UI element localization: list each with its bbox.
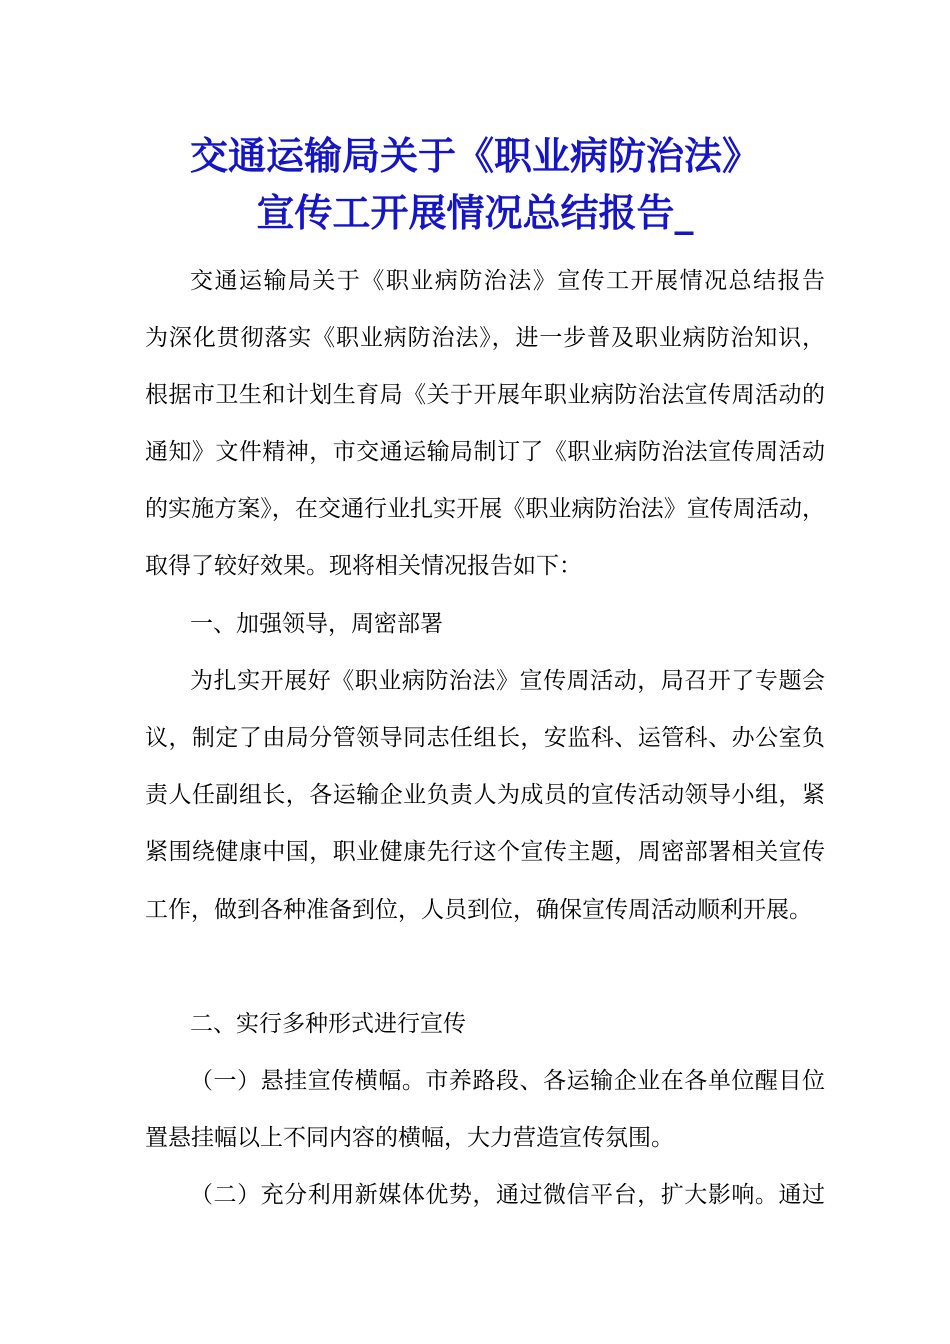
section-heading: 二、实行多种形式进行宣传 — [190, 1011, 466, 1037]
body-line: 工作，做到各种准备到位，人员到位，确保宣传周活动顺利开展。 — [145, 897, 812, 923]
body-line: 根据市卫生和计划生育局《关于开展年职业病防治法宣传周活动的 — [145, 382, 825, 408]
body-line: 议，制定了由局分管领导同志任组长，安监科、运管科、办公室负 — [145, 725, 825, 751]
body-line: 交通运输局关于《职业病防治法》宣传工开展情况总结报告 — [190, 268, 825, 294]
body-line: 为扎实开展好《职业病防治法》宣传周活动，局召开了专题会 — [190, 668, 825, 694]
document-title-line-1: 交通运输局关于《职业病防治法》 — [189, 133, 760, 178]
body-line: 责人任副组长，各运输企业负责人为成员的宣传活动领导小组，紧 — [145, 782, 825, 808]
body-line: 紧围绕健康中国，职业健康先行这个宣传主题，周密部署相关宣传 — [145, 839, 825, 865]
body-line: （二）充分利用新媒体优势，通过微信平台，扩大影响。通过 — [190, 1182, 825, 1208]
body-line: 置悬挂幅以上不同内容的横幅，大力营造宣传氛围。 — [145, 1125, 674, 1151]
body-line: 取得了较好效果。现将相关情况报告如下： — [145, 553, 582, 579]
body-line: （一）悬挂宣传横幅。市养路段、各运输企业在各单位醒目位 — [190, 1068, 825, 1094]
body-line: 为深化贯彻落实《职业病防治法》，进一步普及职业病防治知识， — [145, 325, 825, 351]
body-line: 的实施方案》，在交通行业扎实开展《职业病防治法》宣传周活动， — [145, 496, 825, 522]
body-line: 通知》文件精神，市交通运输局制订了《职业病防治法宣传周活动 — [145, 439, 825, 465]
section-heading: 一、加强领导，周密部署 — [190, 611, 443, 637]
document-title-line-2: 宣传工开展情况总结报告_ — [256, 190, 694, 235]
